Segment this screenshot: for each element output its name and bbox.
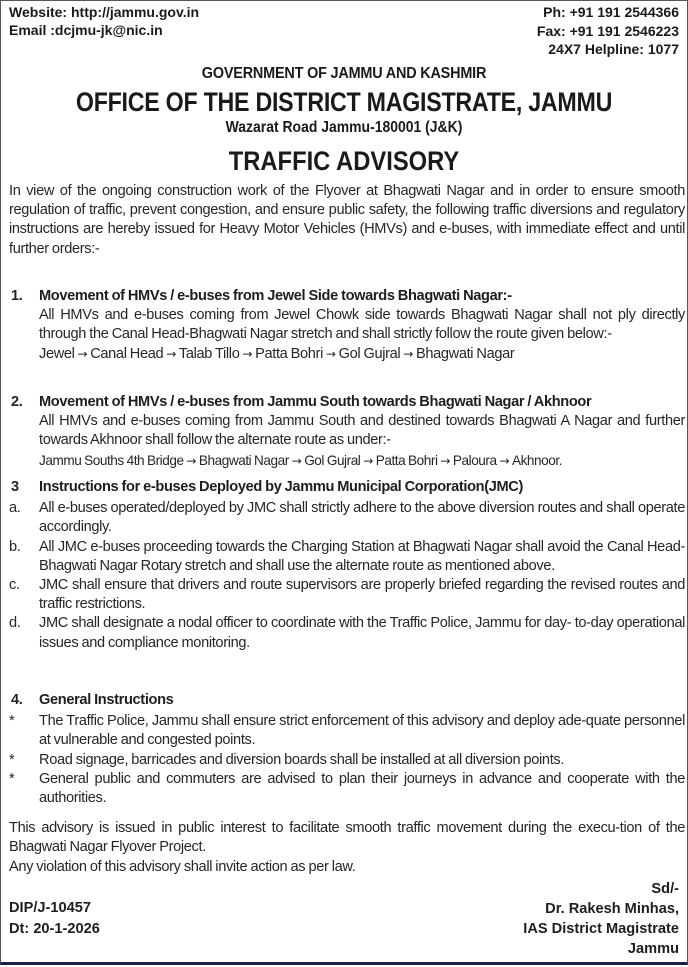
item-label: a. bbox=[9, 500, 21, 517]
website-text: Website: http://jammu.gov.in bbox=[9, 4, 200, 20]
section-2 bbox=[9, 393, 685, 471]
route-stop: Patta Bohri bbox=[255, 345, 323, 362]
item-label: d. bbox=[9, 615, 21, 632]
instruction-item bbox=[9, 499, 685, 537]
signed-mark: Sd/- bbox=[651, 881, 679, 897]
arrow-right-icon: → bbox=[360, 453, 376, 468]
instruction-item bbox=[9, 538, 685, 576]
item-text: General public and commuters are advised to plan their journeys in advance and cooperate with the authorities. bbox=[39, 770, 685, 807]
instruction-item bbox=[9, 576, 685, 614]
signatory-name: Dr. Rakesh Minhas, bbox=[545, 901, 679, 917]
route-stop: Jewel bbox=[39, 345, 75, 362]
signatory-place: Jammu bbox=[627, 941, 679, 957]
section-heading: Movement of HMVs / e-buses from Jewel Side towards Bhagwati Nagar:- bbox=[39, 288, 512, 304]
item-text: The Traffic Police, Jammu shall ensure strict enforcement of this advisory and deploy ade-quate personnel at vulnerable and congested points. bbox=[39, 713, 685, 749]
helpline-text: 24X7 Helpline: 1077 bbox=[548, 41, 679, 57]
arrow-right-icon: → bbox=[288, 453, 305, 468]
email-text: Email :dcjmu-jk@nic.in bbox=[9, 22, 163, 38]
item-label: b. bbox=[9, 538, 21, 555]
bullet-icon: * bbox=[9, 713, 15, 730]
section-3 bbox=[9, 478, 685, 653]
section-number: 2. bbox=[11, 394, 23, 410]
route-line bbox=[39, 451, 685, 471]
signature-block bbox=[523, 879, 679, 959]
route-stop: Akhnoor. bbox=[511, 452, 563, 468]
arrow-right-icon: → bbox=[239, 346, 256, 361]
document-date: Dt: 20-1-2026 bbox=[9, 920, 100, 937]
section-number: 1. bbox=[11, 288, 23, 304]
bullet-icon: * bbox=[9, 770, 15, 787]
signatory-designation: IAS District Magistrate bbox=[523, 921, 679, 937]
route-stop: Canal Head bbox=[90, 345, 164, 362]
arrow-right-icon: → bbox=[74, 346, 91, 361]
route-stop: Paloura bbox=[452, 452, 497, 468]
route-stop: Talab Tillo bbox=[178, 345, 240, 362]
arrow-right-icon: → bbox=[163, 346, 179, 361]
section-4 bbox=[9, 691, 685, 808]
arrow-right-icon: → bbox=[322, 346, 339, 361]
violation-note: Any violation of this advisory shall invite action as per law. bbox=[9, 859, 356, 875]
arrow-right-icon: → bbox=[437, 453, 453, 468]
item-text: JMC shall ensure that drivers and route supervisors are properly briefed regarding the revised routes and traffic restrictions. bbox=[39, 577, 685, 613]
item-text: JMC shall designate a nodal officer to coordinate with the Traffic Police, Jammu for day- to-day operational issues and compliance monitoring. bbox=[39, 615, 685, 651]
route-stop: Bhagwati Nagar bbox=[415, 345, 515, 362]
section-text: All HMVs and e-buses coming from Jewel Chowk side towards Bhagwati Nagar shall not ply directly through the Canal Head-Bhagwati Nagar stretch and shall strictly follow the route given below:- bbox=[39, 307, 685, 343]
contact-right bbox=[537, 3, 679, 59]
instruction-item bbox=[9, 751, 685, 770]
instruction-item bbox=[9, 770, 685, 808]
office-address: Wazarat Road Jammu-180001 (J&K) bbox=[225, 119, 463, 136]
phone-text: Ph: +91 191 2544366 bbox=[543, 4, 679, 20]
route-line bbox=[39, 345, 685, 364]
section-number: 3 bbox=[11, 479, 19, 495]
section-heading: Instructions for e-buses Deployed by Jammu Municipal Corporation(JMC) bbox=[39, 479, 524, 495]
fax-text: Fax: +91 191 2546223 bbox=[536, 22, 679, 39]
item-text: Road signage, barricades and diversion boards shall be installed at all diversion points. bbox=[39, 751, 565, 768]
reference-number: DIP/J-10457 bbox=[9, 900, 91, 916]
route-stop: Gol Gujral bbox=[338, 345, 401, 362]
office-heading: OFFICE OF THE DISTRICT MAGISTRATE, JAMMU bbox=[75, 87, 613, 117]
arrow-right-icon: → bbox=[496, 453, 512, 468]
contact-left bbox=[9, 3, 199, 39]
route-stop: Jammu Souths 4th Bridge bbox=[39, 452, 184, 468]
section-heading: General Instructions bbox=[39, 692, 174, 708]
route-stop: Patta Bohri bbox=[375, 452, 438, 468]
document-title: TRAFFIC ADVISORY bbox=[228, 146, 460, 176]
government-heading: GOVERNMENT OF JAMMU AND KASHMIR bbox=[201, 65, 487, 82]
section-heading: Movement of HMVs / e-buses from Jammu South towards Bhagwati Nagar / Akhnoor bbox=[39, 394, 592, 410]
section-text: All HMVs and e-buses coming from Jammu South and destined towards Bhagwati A Nagar and further towards Akhnoor shall follow the alternate route as under:- bbox=[39, 413, 685, 449]
item-label: c. bbox=[9, 577, 20, 594]
route-stop: Gol Gujral bbox=[304, 452, 361, 468]
section-number: 4. bbox=[11, 692, 23, 708]
item-text: All JMC e-buses proceeding towards the Charging Station at Bhagwati Nagar shall avoid the Canal Head-Bhagwati Nagar Rotary stretch and shall use the alternate route as mentioned above. bbox=[39, 538, 685, 574]
bullet-icon: * bbox=[9, 751, 15, 768]
arrow-right-icon: → bbox=[183, 453, 199, 468]
section-1 bbox=[9, 287, 685, 364]
instruction-item bbox=[9, 614, 685, 652]
arrow-right-icon: → bbox=[400, 346, 416, 361]
route-stop: Bhagwati Nagar bbox=[198, 452, 289, 468]
intro-paragraph: In view of the ongoing construction work of the Flyover at Bhagwati Nagar and in order to ensure smooth regulation of traffic, prevent congestion, and ensure public safety, the following traffic diversions and regulatory instructions are hereby issued for Heavy Motor Vehicles (HMVs) and e-buses, with immediate effect and until further orders:- bbox=[9, 183, 685, 257]
instruction-item bbox=[9, 712, 685, 750]
closing-paragraph: This advisory is issued in public interest to facilitate smooth traffic movement during the execu-tion of the Bhagwati Nagar Flyover Project. bbox=[9, 820, 685, 856]
reference-block bbox=[9, 898, 100, 939]
item-text: All e-buses operated/deployed by JMC shall strictly adhere to the above diversion routes and shall operate accordingly. bbox=[39, 500, 685, 536]
